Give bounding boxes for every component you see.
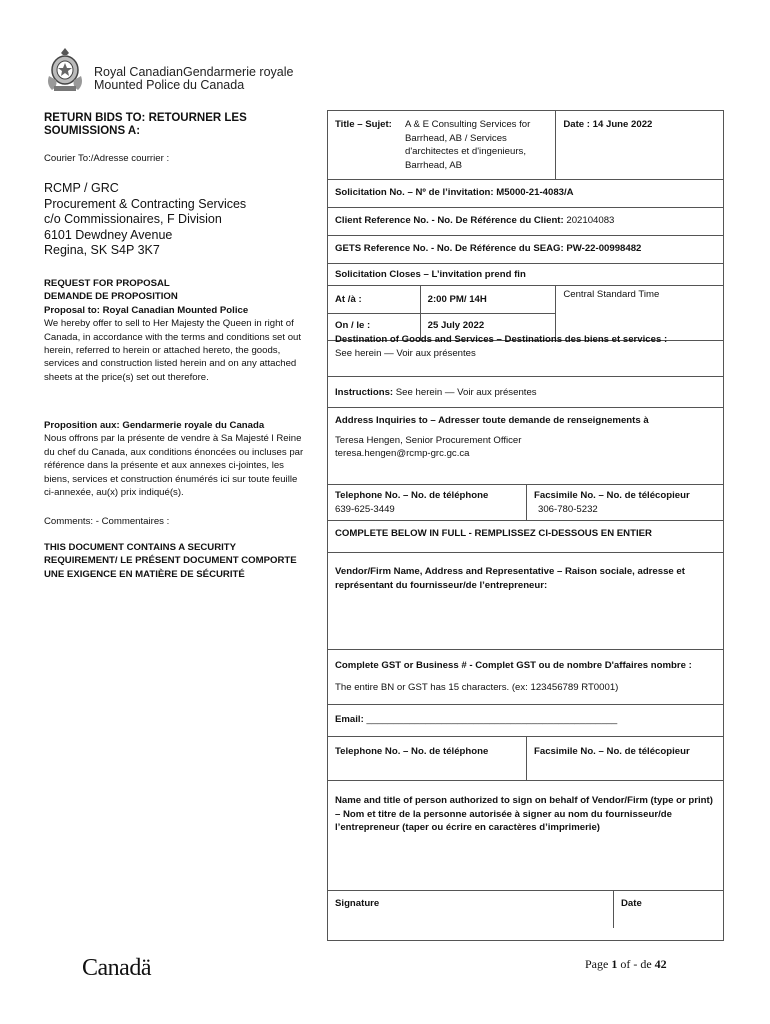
security-notice: THIS DOCUMENT CONTAINS A SECURITY REQUIREMENT/ LE PRÉSENT DOCUMENT COMPORTE UNE EXIGENCE EN MATIÈRE DE SÉCURITÉ: [44, 542, 297, 580]
vendor-phone-row: [328, 737, 723, 781]
organization-name: [94, 66, 293, 92]
page-number: Page 1 of - de 42: [585, 957, 667, 971]
email-underline: _______________________________________________: [366, 714, 618, 725]
destination-cell: [328, 324, 723, 377]
gst-underline: ________________________________: [335, 670, 506, 678]
closing-date: 25 July 2022: [427, 320, 485, 331]
contact-phone-row: [328, 485, 723, 521]
client-ref-value: 202104083: [566, 215, 615, 226]
gets-reference: GETS Reference No. - No. De Référence du SEAG: PW-22-00998482: [335, 243, 642, 254]
client-ref-label: Client Reference No. - No. De Référence du Client:: [335, 215, 564, 226]
comments-label: Comments: - Commentaires :: [44, 516, 170, 527]
email-field[interactable]: [328, 705, 723, 737]
vendor-telephone-field[interactable]: [328, 737, 527, 780]
telephone-value: 639-625-3449: [335, 503, 395, 515]
inquiries-cell: [328, 408, 723, 485]
title-cell: [328, 111, 556, 180]
inquiries-label: Address Inquiries to – Adresser toute demande de renseignements à: [335, 415, 649, 426]
complete-below-heading: COMPLETE BELOW IN FULL - REMPLISSEZ CI-DESSOUS EN ENTIER: [335, 528, 652, 539]
contact-name: Teresa Hengen, Senior Procurement Officer: [335, 434, 522, 446]
return-bids-heading: RETURN BIDS TO: RETOURNER LES SOUMISSIONS A:: [44, 112, 247, 137]
rfp-title-fr: DEMANDE DE PROPOSITION: [44, 291, 178, 303]
proposal-to: Proposal to: Royal Canadian Mounted Police: [44, 304, 249, 316]
signature-date-label: Date: [621, 898, 642, 909]
facsimile-label: Facsimile No. – No. de télécopieur: [534, 490, 690, 501]
email-label: Email:: [335, 714, 364, 725]
vendor-label: Vendor/Firm Name, Address and Representative – Raison sociale, adresse et représentant du fournisseur/de l’entrepreneur:: [335, 566, 685, 591]
org-name-fr-2: du Canada: [183, 78, 245, 92]
closing-time: 2:00 PM/ 14H: [427, 293, 487, 305]
telephone-label: Telephone No. – No. de téléphone: [335, 490, 489, 501]
destination-label: Destination of Goods and Services – Destinations des biens et services :: [335, 334, 668, 345]
facsimile-value: 306-780-5232: [538, 503, 598, 515]
proposition-text: Nous offrons par la présente de vendre à Sa Majesté l Reine du chef du Canada, aux conditions énoncées ou incluses par référence dans la présente et aux annexes ci-jointes, les biens, services et construction énumérés ici sur toute feuille ci-annexée, au(x) prix indiqué(s).: [44, 433, 304, 499]
gst-label: Complete GST or Business # - Complet GST ou de nombre D'affaires nombre :: [335, 660, 692, 671]
vendor-facsimile-field[interactable]: [527, 737, 723, 780]
org-name-fr-1: Gendarmerie royale: [183, 65, 294, 79]
date-cell: [556, 111, 724, 180]
on-label: On / le :: [335, 320, 371, 331]
instructions-cell: [328, 377, 723, 408]
authorized-label: Name and title of person authorized to sign on behalf of Vendor/Firm (type or print) – Nom et titre de la personne autorisée à signer au nom du fournisseur/de l’entrepreneur (taper ou écrire en caractères d’imprimerie): [335, 795, 713, 833]
org-name-en-1: Royal Canadian: [94, 65, 183, 79]
proposition-aux: Proposition aux: Gendarmerie royale du Canada: [44, 420, 265, 431]
rfp-title-en: REQUEST FOR PROPOSAL: [44, 278, 170, 289]
signature-date-field[interactable]: [614, 891, 723, 928]
signature-row: [328, 891, 723, 928]
instructions-value: See herein — Voir aux présentes: [395, 387, 537, 398]
signature-field[interactable]: [328, 891, 614, 928]
timezone: Central Standard Time: [563, 288, 660, 300]
at-label: At /à :: [335, 293, 362, 305]
proposition-section: [44, 419, 306, 499]
contact-email: teresa.hengen@rcmp-grc.gc.ca: [335, 448, 470, 459]
gst-field[interactable]: [328, 650, 723, 705]
issue-date: Date : 14 June 2022: [563, 119, 653, 130]
return-address: RCMP / GRC Procurement & Contracting Services c/o Commissionaires, F Division 6101 Dewdney Avenue Regina, SK S4P 3K7: [44, 181, 247, 257]
solicitation-number: Solicitation No. – Nº de l’invitation: M5000-21-4083/A: [335, 187, 574, 198]
canada-wordmark: Canadä: [82, 955, 151, 981]
instructions-label: Instructions:: [335, 387, 394, 398]
solicitation-closes: Solicitation Closes – L’invitation prend fin: [335, 269, 526, 280]
signature-label: Signature: [335, 898, 380, 909]
rcmp-crest-icon: [44, 46, 86, 94]
vendor-info-field[interactable]: [328, 553, 723, 650]
org-name-en-2: Mounted Police: [94, 78, 181, 92]
gst-note: The entire BN or GST has 15 characters. (ex: 123456789 RT0001): [335, 681, 619, 693]
title-value: A & E Consulting Services for Barrhead, AB / Services d'architectes et d'ingenieurs, Barrhead, AB: [405, 119, 531, 171]
vendor-form: [327, 324, 724, 941]
bid-form-table: [327, 110, 724, 341]
destination-value: See herein — Voir aux présentes: [335, 347, 476, 359]
authorized-person-field[interactable]: [328, 781, 723, 891]
rfp-section: [44, 277, 312, 384]
vendor-telephone-label: Telephone No. – No. de téléphone: [335, 746, 489, 757]
proposal-text: We hereby offer to sell to Her Majesty the Queen in right of Canada, in accordance with the terms and conditions set out herein, referred to herein or attached hereto, the goods, services and construction listed herein and on any attached sheets at the price(s) set out therefore.: [44, 318, 302, 383]
vendor-facsimile-label: Facsimile No. – No. de télécopieur: [534, 746, 690, 757]
title-label: Title – Sujet:: [335, 119, 392, 130]
courier-label: Courier To:/Adresse courrier :: [44, 153, 170, 164]
